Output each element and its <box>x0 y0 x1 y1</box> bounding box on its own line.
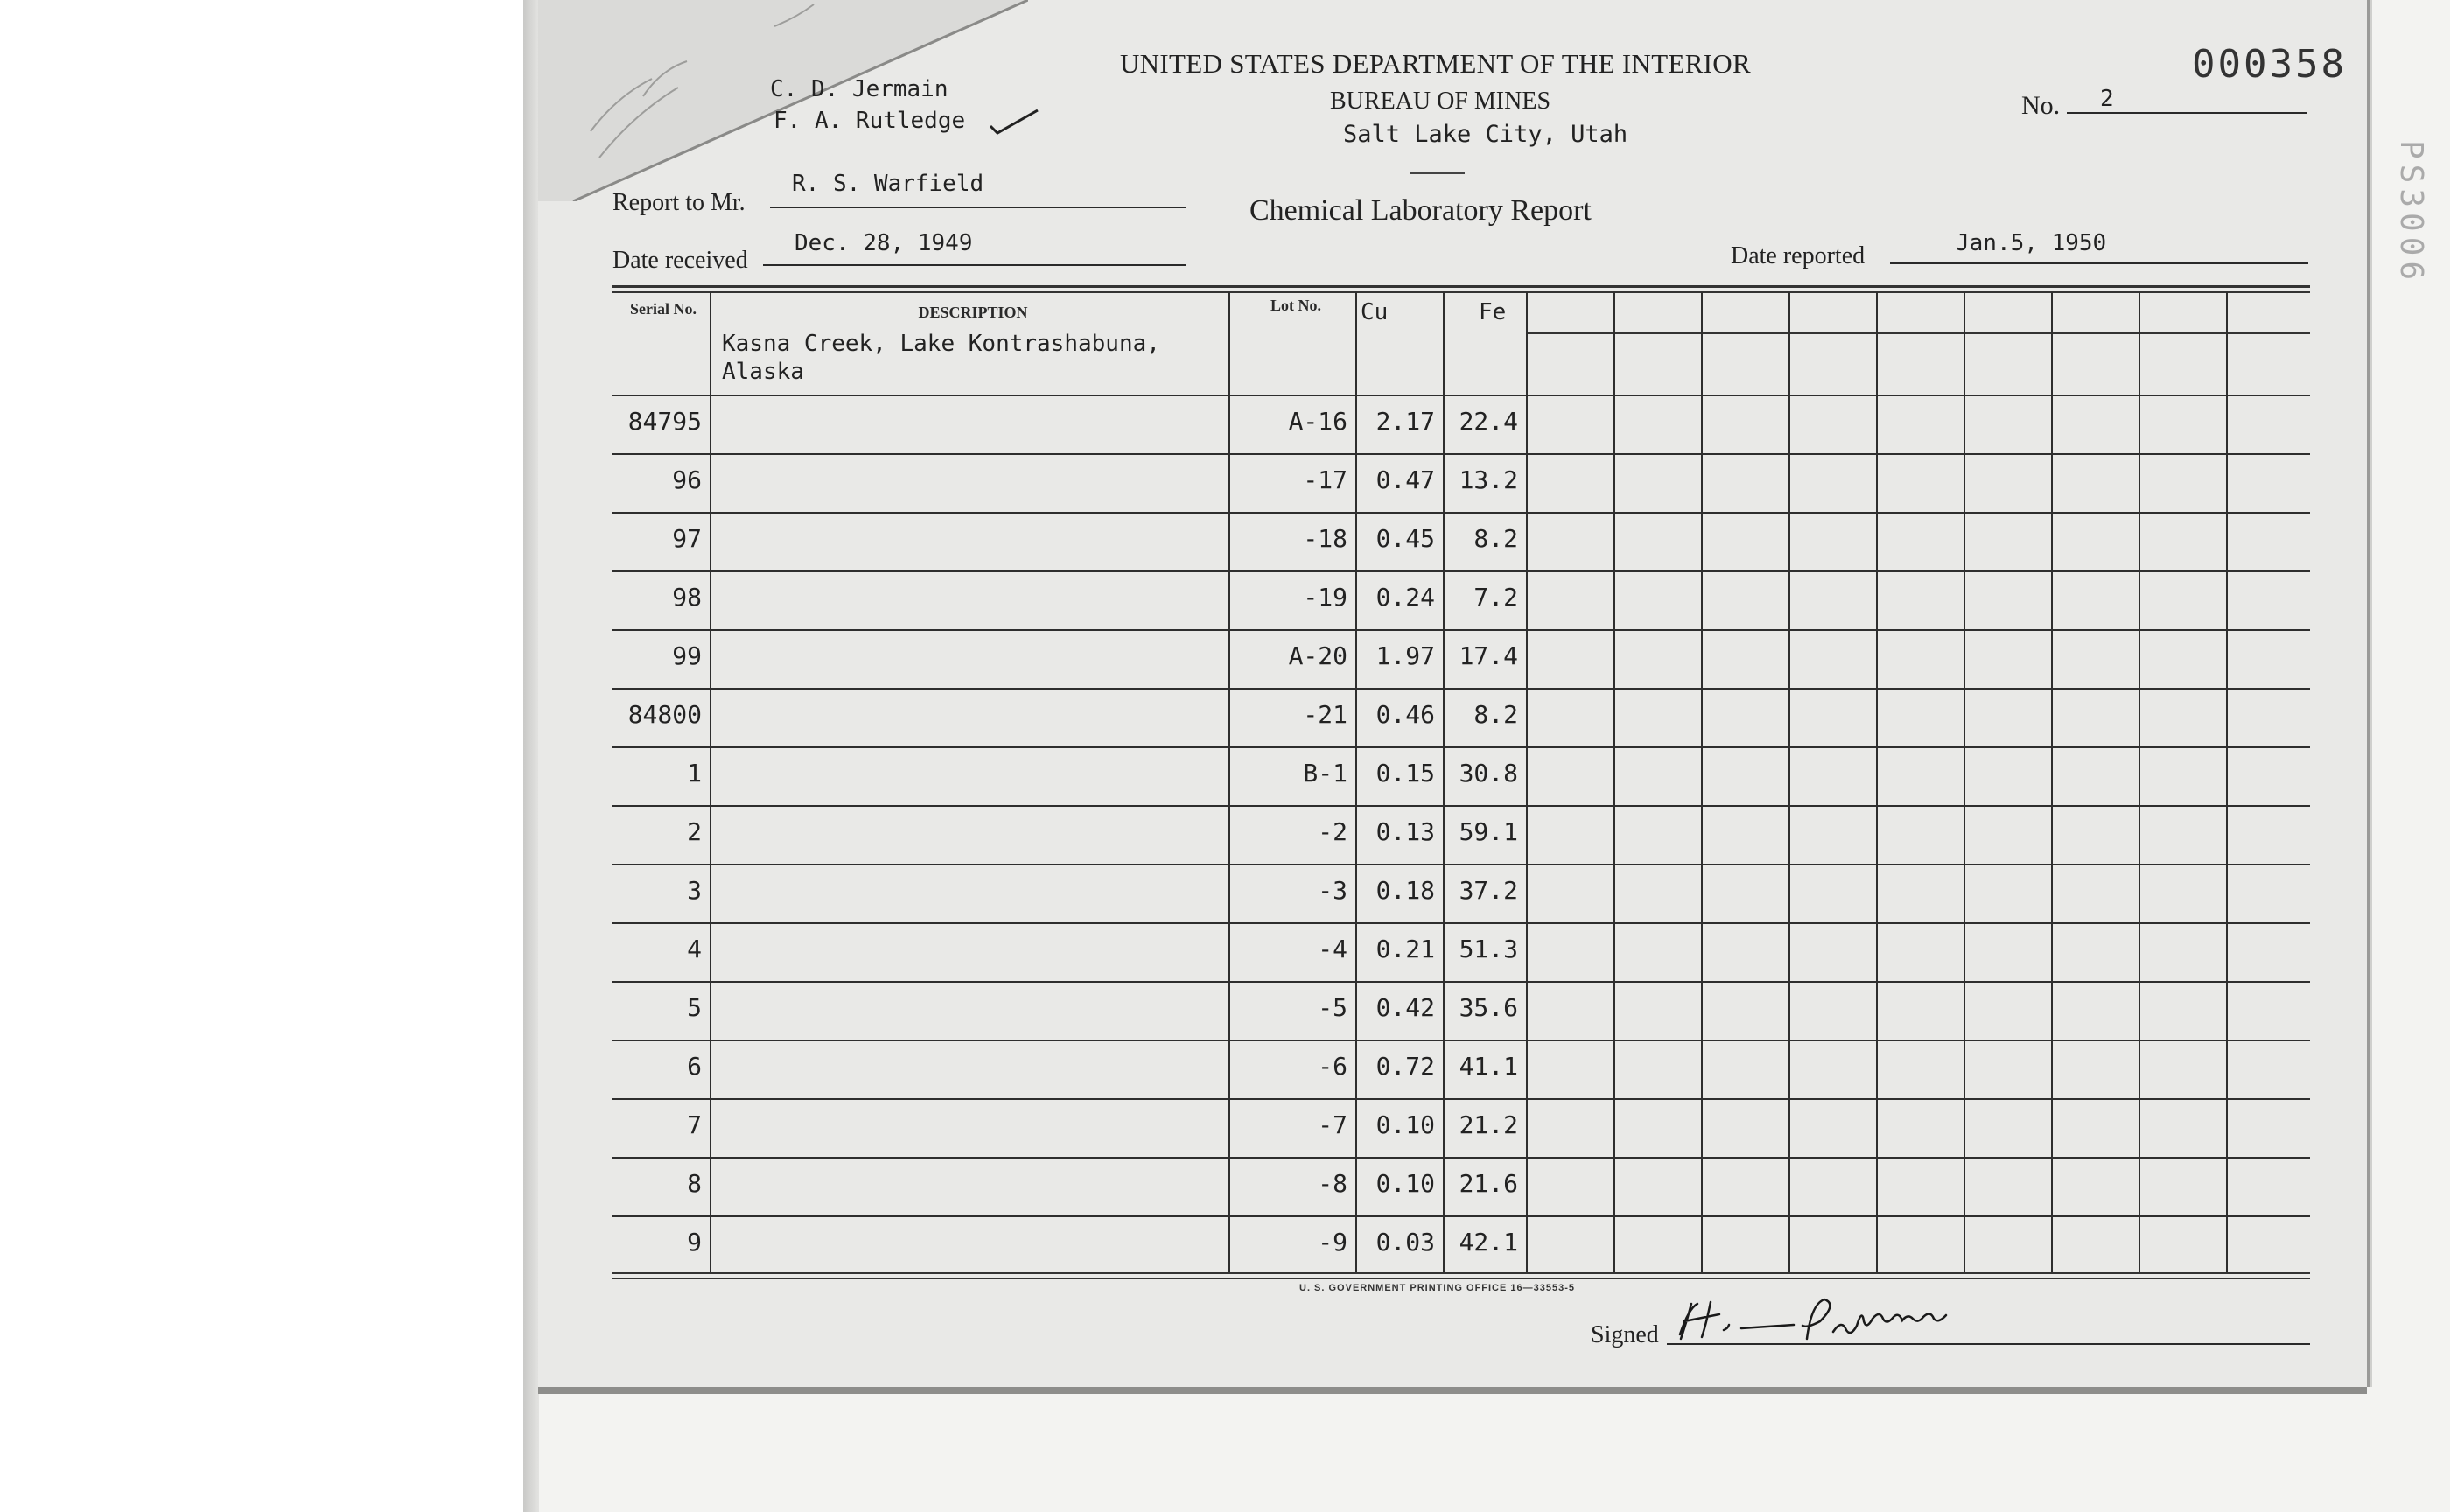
cu-cell: 0.42 <box>1376 993 1435 1022</box>
lot-cell: B-1 <box>1303 759 1348 788</box>
lot-cell: -17 <box>1303 466 1348 494</box>
lot-cell: -21 <box>1303 700 1348 729</box>
cu-cell: 0.45 <box>1376 524 1435 553</box>
cu-cell: 0.15 <box>1376 759 1435 788</box>
cu-cell: 0.18 <box>1376 876 1435 905</box>
cu-cell: 0.10 <box>1376 1110 1435 1139</box>
margin-stamp: PS3006 <box>2393 140 2429 286</box>
report-title: Chemical Laboratory Report <box>1250 194 1592 227</box>
lot-cell: A-16 <box>1288 407 1348 436</box>
serial-cell: 4 <box>687 934 702 963</box>
fe-cell: 17.4 <box>1459 641 1518 670</box>
fe-cell: 35.6 <box>1459 993 1518 1022</box>
report-to-label: Report to Mr. <box>612 189 746 216</box>
lot-cell: -9 <box>1318 1228 1348 1256</box>
gpo-imprint: U. S. GOVERNMENT PRINTING OFFICE 16—33553-5 <box>1299 1283 1576 1293</box>
serial-cell: 96 <box>672 466 702 494</box>
description-line: Kasna Creek, Lake Kontrashabuna, <box>722 331 1160 357</box>
fe-cell: 22.4 <box>1459 407 1518 436</box>
serial-cell: 84795 <box>627 407 702 436</box>
serial-cell: 7 <box>687 1110 702 1139</box>
lot-cell: -3 <box>1318 876 1348 905</box>
fe-cell: 21.2 <box>1459 1110 1518 1139</box>
serial-no-header: Serial No. <box>630 300 696 318</box>
signature-icon <box>1676 1295 2043 1356</box>
table-bottom-rule <box>612 1272 2310 1274</box>
signed-label: Signed <box>1591 1321 1659 1348</box>
lot-cell: -19 <box>1303 583 1348 612</box>
cu-header: Cu <box>1361 299 1389 326</box>
serial-cell: 1 <box>687 759 702 788</box>
lot-cell: -2 <box>1318 817 1348 846</box>
department-title: UNITED STATES DEPARTMENT OF THE INTERIOR <box>1120 48 1751 79</box>
fe-cell: 30.8 <box>1459 759 1518 788</box>
description-header: DESCRIPTION <box>918 304 1028 321</box>
serial-cell: 9 <box>687 1228 702 1256</box>
serial-cell: 5 <box>687 993 702 1022</box>
cu-cell: 0.72 <box>1376 1052 1435 1081</box>
serial-cell: 2 <box>687 817 702 846</box>
cu-cell: 0.47 <box>1376 466 1435 494</box>
serial-cell: 98 <box>672 583 702 612</box>
lot-cell: -5 <box>1318 993 1348 1022</box>
recipient-name: F. A. Rutledge <box>774 108 966 134</box>
cu-cell: 0.46 <box>1376 700 1435 729</box>
lot-no-header: Lot No. <box>1270 297 1321 314</box>
serial-cell: 6 <box>687 1052 702 1081</box>
fe-header: Fe <box>1479 299 1507 326</box>
number-label: No. <box>2021 91 2061 120</box>
lot-cell: -8 <box>1318 1169 1348 1198</box>
serial-cell: 8 <box>687 1169 702 1198</box>
cu-cell: 0.13 <box>1376 817 1435 846</box>
description-line: Alaska <box>722 359 804 385</box>
fe-cell: 7.2 <box>1474 583 1518 612</box>
date-reported-label: Date reported <box>1731 242 1866 270</box>
location: Salt Lake City, Utah <box>1343 121 1628 148</box>
cu-cell: 0.21 <box>1376 934 1435 963</box>
lot-cell: -4 <box>1318 934 1348 963</box>
cu-cell: 0.03 <box>1376 1228 1435 1256</box>
cu-cell: 2.17 <box>1376 407 1435 436</box>
cu-cell: 1.97 <box>1376 641 1435 670</box>
table-bottom-rule-inner <box>612 1278 2310 1279</box>
serial-cell: 97 <box>672 524 702 553</box>
document-number: 000358 <box>2192 42 2347 87</box>
lot-cell: -6 <box>1318 1052 1348 1081</box>
serial-cell: 3 <box>687 876 702 905</box>
serial-cell: 99 <box>672 641 702 670</box>
lot-cell: -7 <box>1318 1110 1348 1139</box>
date-received-label: Date received <box>612 247 748 274</box>
cu-cell: 0.24 <box>1376 583 1435 612</box>
bureau-name: BUREAU OF MINES <box>1330 88 1551 115</box>
cu-cell: 0.10 <box>1376 1169 1435 1198</box>
fe-cell: 59.1 <box>1459 817 1518 846</box>
fe-cell: 8.2 <box>1474 700 1518 729</box>
date-reported-value: Jan.5, 1950 <box>1956 230 2107 256</box>
fe-cell: 42.1 <box>1459 1228 1518 1256</box>
lot-cell: A-20 <box>1288 641 1348 670</box>
recipient-name: C. D. Jermain <box>770 76 948 102</box>
lot-cell: -18 <box>1303 524 1348 553</box>
fe-cell: 8.2 <box>1474 524 1518 553</box>
number-value: 2 <box>2100 86 2114 112</box>
fe-cell: 37.2 <box>1459 876 1518 905</box>
fe-cell: 41.1 <box>1459 1052 1518 1081</box>
serial-cell: 84800 <box>627 700 702 729</box>
report-to-value: R. S. Warfield <box>792 171 984 197</box>
fe-cell: 21.6 <box>1459 1169 1518 1198</box>
fe-cell: 13.2 <box>1459 466 1518 494</box>
date-received-value: Dec. 28, 1949 <box>794 230 973 256</box>
fe-cell: 51.3 <box>1459 934 1518 963</box>
